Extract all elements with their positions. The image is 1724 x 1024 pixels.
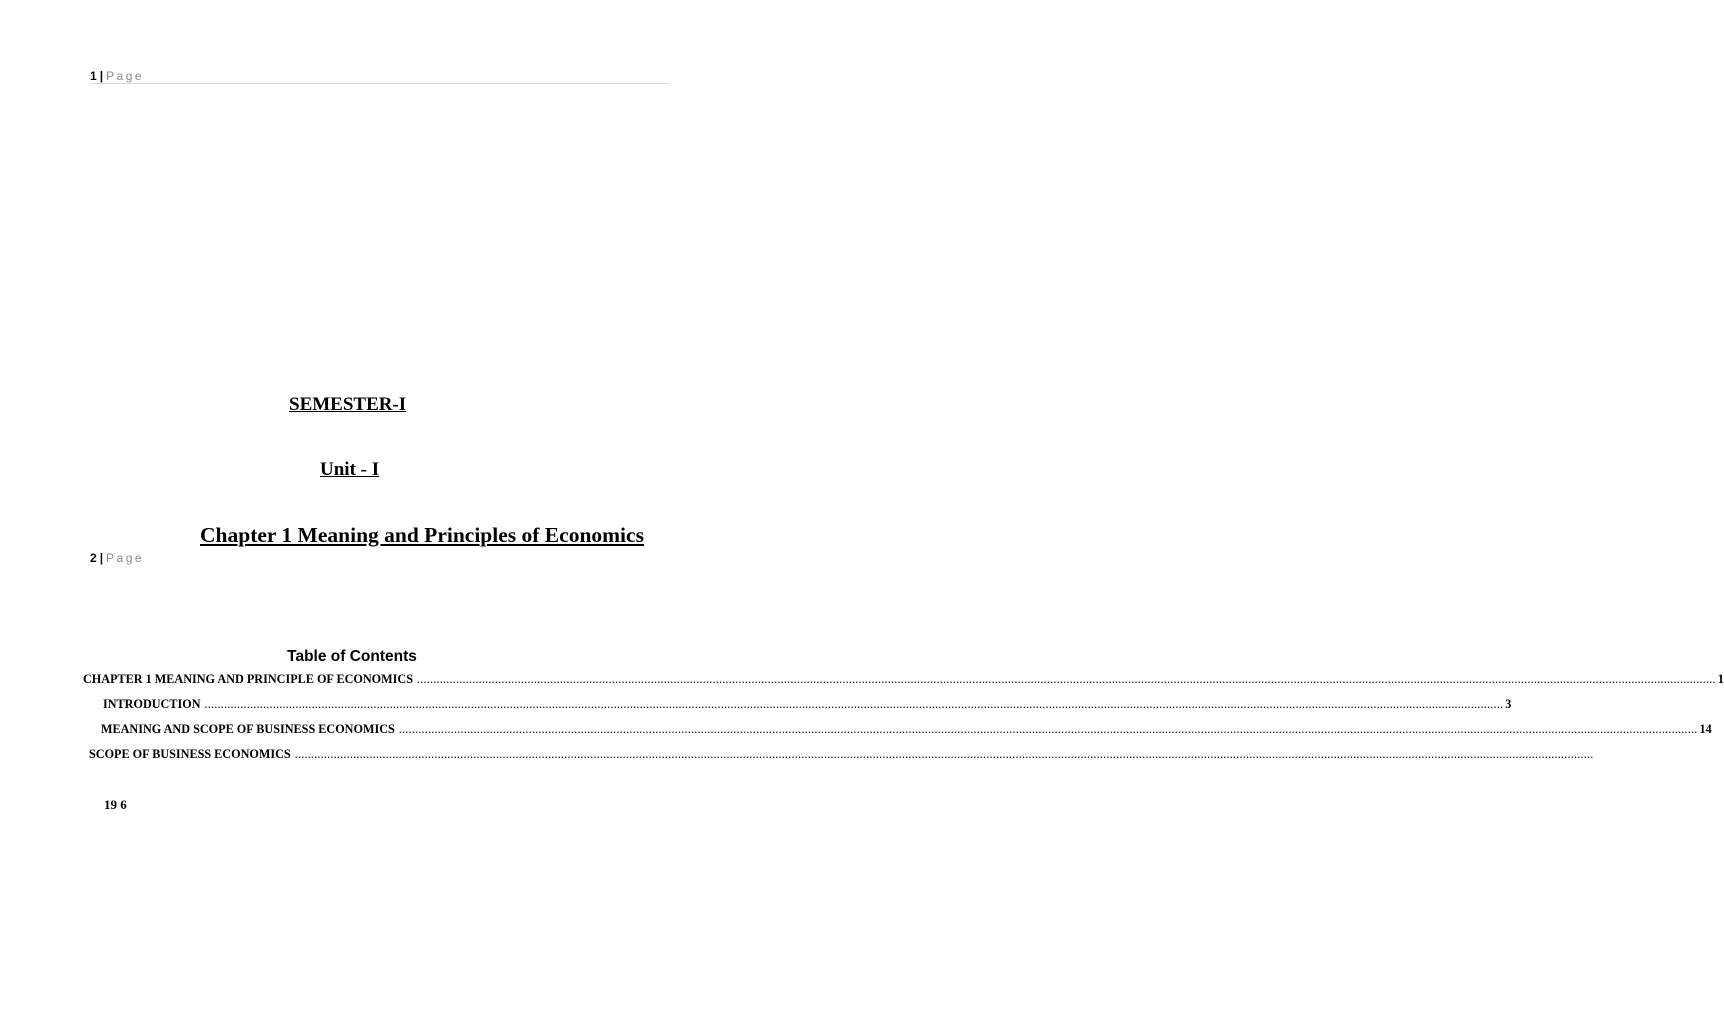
footer-number: 19 6 xyxy=(104,797,127,812)
page-word: Page xyxy=(106,69,145,83)
toc-leader-dots: ................................................................................................................................................................................................................................................................................................................................................................................................................ xyxy=(294,747,1594,761)
toc-leader-dots: ................................................................................................................................................................................................................................................................................................................................................................................................................ xyxy=(416,672,1716,686)
page-separator: | xyxy=(99,551,104,565)
toc-entry[interactable] xyxy=(101,722,1712,737)
toc-entry[interactable] xyxy=(89,747,1594,762)
unit-heading: Unit - I xyxy=(320,459,380,480)
chapter-heading: Chapter 1 Meaning and Principles of Economics xyxy=(200,523,644,547)
toc-entry[interactable] xyxy=(83,672,1724,687)
page-number: 1 xyxy=(90,69,97,83)
toc-entry-page: 1 xyxy=(1717,672,1724,686)
page-number: 2 xyxy=(90,551,97,565)
page-header-1 xyxy=(90,69,144,83)
toc-leader-dots: ................................................................................................................................................................................................................................................................................................................................................................................................................ xyxy=(204,697,1504,711)
page-word: Page xyxy=(106,551,145,565)
toc-entry-label: CHAPTER 1 MEANING AND PRINCIPLE OF ECONOMICS xyxy=(83,672,413,686)
toc-entry-page: 3 xyxy=(1505,697,1512,711)
semester-heading: SEMESTER-I xyxy=(289,394,407,415)
toc-entry[interactable] xyxy=(103,697,1512,712)
page-header-2 xyxy=(90,551,144,565)
header-rule xyxy=(90,83,670,84)
toc-entry-page: 14 xyxy=(1699,722,1712,736)
toc-entry-label: INTRODUCTION xyxy=(103,697,201,711)
toc-title: Table of Contents xyxy=(287,648,417,665)
toc-entry-label: MEANING AND SCOPE OF BUSINESS ECONOMICS xyxy=(101,722,395,736)
toc-leader-dots: ................................................................................................................................................................................................................................................................................................................................................................................................................ xyxy=(398,722,1698,736)
toc-entry-label: SCOPE OF BUSINESS ECONOMICS xyxy=(89,747,291,761)
page-separator: | xyxy=(99,69,104,83)
